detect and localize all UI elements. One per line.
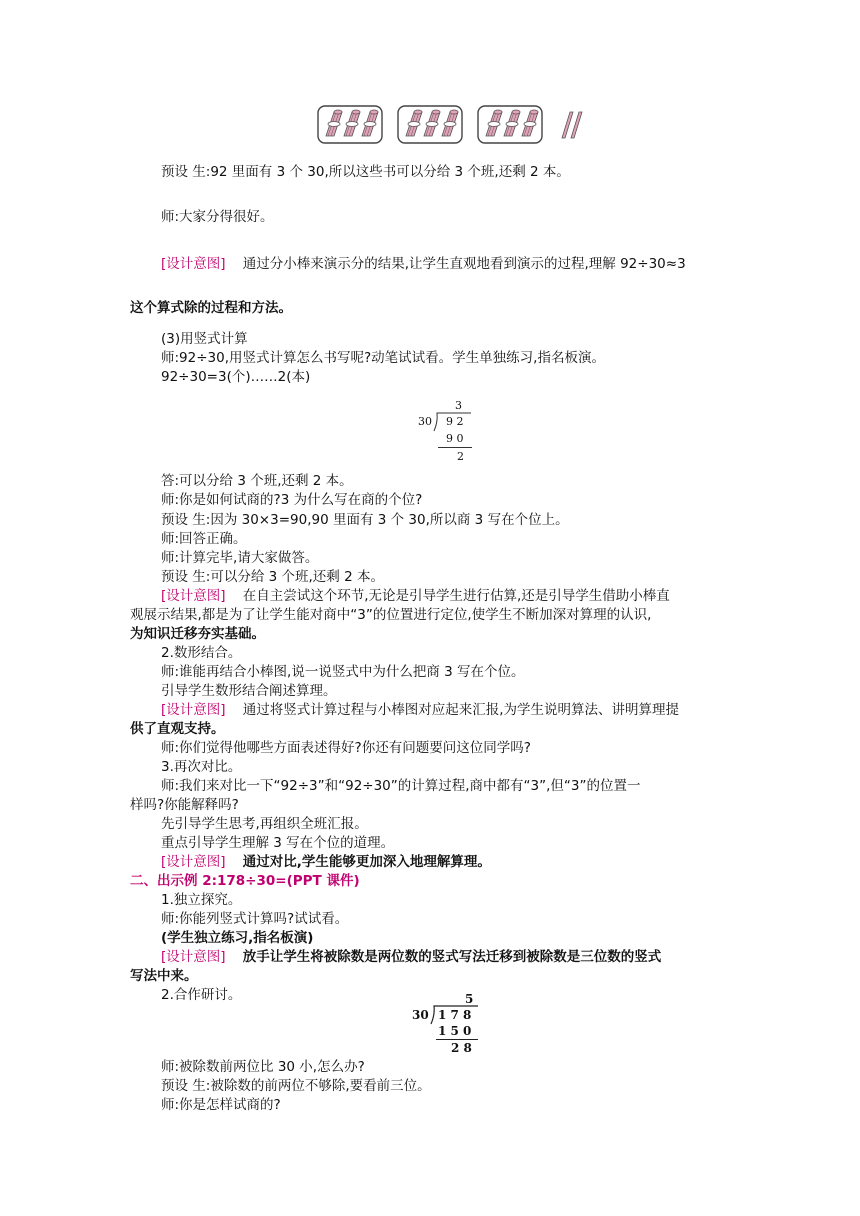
text-line: 师:你是如何试商的?3 为什么写在商的个位? xyxy=(161,492,423,508)
text-line: 为知识迁移夯实基础。 xyxy=(130,626,265,642)
text-line: 师:被除数前两位比 30 小,怎么办? xyxy=(161,1059,365,1075)
design-intent-line: [设计意图] 通过对比,学生能够更加深入地理解算理。 xyxy=(161,854,491,870)
stick-bundles-illustration xyxy=(316,104,586,146)
text-line: 样吗?你能解释吗? xyxy=(130,797,239,813)
text-line: 观展示结果,都是为了让学生能对商中“3”的位置进行定位,使学生不断加深对算理的认识, xyxy=(130,607,652,623)
text-line: 先引导学生思考,再组织全班汇报。 xyxy=(161,816,368,832)
text-line: 师:92÷30,用竖式计算怎么书写呢?动笔试试看。学生单独练习,指名板演。 xyxy=(161,350,605,366)
design-intent-line: [设计意图] 放手让学生将被除数是两位数的竖式写法迁移到被除数是三位数的竖式 xyxy=(161,949,662,965)
design-intent-tag: [设计意图] xyxy=(161,854,226,870)
text-line: 这个算式除的过程和方法。 xyxy=(130,300,292,316)
text-line: (学生独立练习,指名板演) xyxy=(161,930,314,946)
division-quotient: 3 xyxy=(455,399,462,412)
text-line: 师:你是怎样试商的? xyxy=(161,1097,281,1113)
division-dividend: 1 7 8 xyxy=(438,1008,472,1022)
text-line: 写法中来。 xyxy=(130,968,198,984)
text-line: 供了直观支持。 xyxy=(130,721,225,737)
division-divisor: 30 xyxy=(418,415,432,428)
text-line: 师:回答正确。 xyxy=(161,531,247,547)
design-intent-tag: [设计意图] xyxy=(161,256,226,272)
stick-bundles-svg xyxy=(316,104,586,146)
division-line xyxy=(436,1039,478,1040)
text-line: 2.数形结合。 xyxy=(161,645,242,661)
division-product: 1 5 0 xyxy=(438,1024,472,1038)
text-line: 预设 生:被除数的前两位不够除,要看前三位。 xyxy=(161,1078,431,1094)
text-line: 师:你能列竖式计算吗?试试看。 xyxy=(161,911,349,927)
section-heading: 二、出示例 2:178÷30=(PPT 课件) xyxy=(130,873,360,889)
text-line: 师:谁能再结合小棒图,说一说竖式中为什么把商 3 写在个位。 xyxy=(161,664,525,680)
division-remainder: 2 xyxy=(457,450,464,463)
division-dividend: 9 2 xyxy=(446,415,464,428)
text-line: (3)用竖式计算 xyxy=(161,331,248,347)
text-line: 答:可以分给 3 个班,还剩 2 本。 xyxy=(161,473,353,489)
text-line: 师:我们来对比一下“92÷3”和“92÷30”的计算过程,商中都有“3”,但“3”的位置一 xyxy=(161,778,641,794)
text-line: 师:你们觉得他哪些方面表述得好?你还有问题要问这位同学吗? xyxy=(161,740,531,756)
division-product: 9 0 xyxy=(446,432,464,445)
division-remainder: 2 8 xyxy=(451,1041,472,1055)
text-line: 引导学生数形结合阐述算理。 xyxy=(161,683,337,699)
text-line: 1.独立探究。 xyxy=(161,892,242,908)
design-intent-tag: [设计意图] xyxy=(161,949,226,965)
design-intent-tag: [设计意图] xyxy=(161,702,226,718)
text-line: 重点引导学生理解 3 写在个位的道理。 xyxy=(161,835,395,851)
design-intent-tag: [设计意图] xyxy=(161,588,226,604)
text-line: 师:大家分得很好。 xyxy=(161,209,274,225)
text-line: 3.再次对比。 xyxy=(161,759,242,775)
text-line: 预设 生:可以分给 3 个班,还剩 2 本。 xyxy=(161,569,384,585)
design-intent-line: [设计意图] 通过将竖式计算过程与小棒图对应起来汇报,为学生说明算法、讲明算理提 xyxy=(161,702,680,718)
text-line: 2.合作研讨。 xyxy=(161,987,242,1003)
loose-stick xyxy=(562,112,573,138)
text-line: 预设 生:92 里面有 3 个 30,所以这些书可以分给 3 个班,还剩 2 本。 xyxy=(161,164,570,180)
text-line: 92÷30=3(个)……2(本) xyxy=(161,369,311,385)
text-line: 预设 生:因为 30×3=90,90 里面有 3 个 30,所以商 3 写在个位上。 xyxy=(161,512,569,528)
division-divisor: 30 xyxy=(412,1008,429,1022)
design-intent-line: [设计意图] 通过分小棒来演示分的结果,让学生直观地看到演示的过程,理解 92÷30≈3 xyxy=(161,256,686,272)
division-quotient: 5 xyxy=(465,992,474,1006)
division-line xyxy=(438,447,472,448)
design-intent-line: [设计意图] 在自主尝试这个环节,无论是引导学生进行估算,还是引导学生借助小棒直 xyxy=(161,588,670,604)
loose-stick xyxy=(571,112,582,138)
text-line: 师:计算完毕,请大家做答。 xyxy=(161,550,319,566)
